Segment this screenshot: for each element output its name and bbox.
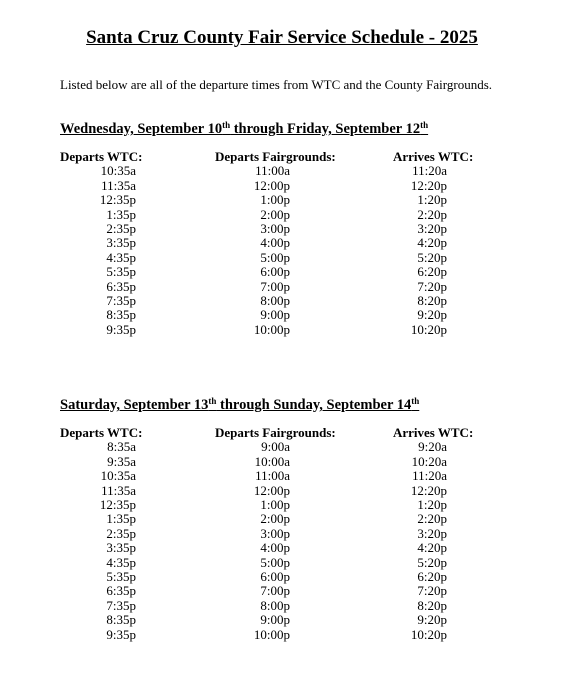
time-cell: 7:20p [417,583,447,599]
column-departs-fairgrounds [215,426,345,642]
time-cell: 6:20p [417,264,447,280]
time-cell: 9:20p [417,307,447,323]
time-cell: 7:35p [106,293,136,309]
time-cell: 9:00p [260,307,290,323]
time-cell: 9:35p [106,626,136,642]
time-cell: 6:35p [106,278,136,294]
time-cell: 8:35p [106,612,136,628]
heading-part1: Wednesday, September 10 [60,121,223,137]
time-cell: 1:20p [417,192,447,208]
heading-sup2: th [420,120,429,130]
time-cell: 12:35p [99,497,136,513]
section-heading [60,396,419,414]
column-header-departs-wtc: Departs WTC: [60,149,143,164]
time-cell: 10:20p [410,626,447,642]
time-cell: 12:00p [253,177,290,193]
time-cell: 11:20a [412,163,447,179]
time-cell: 9:20a [418,439,447,455]
time-cell: 6:00p [260,264,290,280]
time-cell: 4:35p [106,249,136,265]
time-cell: 11:20a [412,468,447,484]
time-cell: 5:35p [106,569,136,585]
page-title: Santa Cruz County Fair Service Schedule - 2025 [86,27,478,48]
time-cell: 3:35p [106,235,136,251]
time-cell: 2:35p [106,221,136,237]
time-cell: 6:35p [106,583,136,599]
time-cell: 7:00p [260,583,290,599]
time-cell: 4:20p [417,540,447,556]
column-header-arrives-wtc: Arrives WTC: [393,149,474,164]
time-cell: 10:00a [254,453,290,469]
column-departs-fairgrounds [215,150,345,337]
time-cell: 3:20p [417,525,447,541]
time-cell: 2:20p [417,511,447,527]
time-cell: 4:00p [260,235,290,251]
time-cell: 3:00p [260,525,290,541]
column-header-departs-wtc: Departs WTC: [60,425,143,440]
time-cell: 4:00p [260,540,290,556]
heading-part1: Saturday, September 13 [60,397,209,413]
time-cell: 9:00a [261,439,290,455]
time-cell: 6:20p [417,569,447,585]
time-cell: 7:35p [106,597,136,613]
time-cell: 9:35p [106,321,136,337]
time-cell: 9:20p [417,612,447,628]
time-cell: 1:35p [106,511,136,527]
time-cell: 8:20p [417,597,447,613]
time-cell: 1:00p [260,497,290,513]
time-cell: 8:00p [260,597,290,613]
time-cell: 10:20p [410,321,447,337]
heading-part2: through Friday, September 12 [230,121,421,137]
time-cell: 7:20p [417,278,447,294]
column-header-departs-fairgrounds: Departs Fairgrounds: [215,149,336,164]
heading-sup1: th [222,120,231,130]
section-heading [60,120,428,138]
time-cell: 10:20a [411,453,447,469]
time-cell: 11:00a [255,468,290,484]
time-cell: 1:35p [106,206,136,222]
time-cell: 9:35a [107,453,136,469]
time-cell: 8:35p [106,307,136,323]
time-cell: 11:35a [101,482,136,498]
column-arrives-wtc [393,150,483,337]
time-cell: 2:00p [260,511,290,527]
intro-text: Listed below are all of the departure times from WTC and the County Fairgrounds. [60,77,493,92]
time-cell: 2:20p [417,206,447,222]
time-cell: 5:00p [260,249,290,265]
time-cell: 5:20p [417,554,447,570]
time-cell: 3:00p [260,221,290,237]
time-cell: 9:00p [260,612,290,628]
time-cell: 4:20p [417,235,447,251]
time-cell: 7:00p [260,278,290,294]
time-cell: 2:35p [106,525,136,541]
heading-sup2: th [411,396,420,406]
time-cell: 2:00p [260,206,290,222]
time-cell: 11:00a [255,163,290,179]
column-arrives-wtc [393,426,483,642]
time-cell: 10:00p [253,626,290,642]
time-cell: 3:35p [106,540,136,556]
time-cell: 4:35p [106,554,136,570]
time-cell: 10:35a [100,163,136,179]
time-cell: 8:00p [260,293,290,309]
time-cell: 1:20p [417,497,447,513]
time-cell: 11:35a [101,177,136,193]
column-header-departs-fairgrounds: Departs Fairgrounds: [215,425,336,440]
time-cell: 5:20p [417,249,447,265]
time-cell: 6:00p [260,569,290,585]
time-cell: 12:20p [410,177,447,193]
column-departs-wtc [60,149,143,337]
time-cell: 12:00p [253,482,290,498]
time-cell: 10:00p [253,321,290,337]
time-cell: 10:35a [100,468,136,484]
time-cell: 1:00p [260,192,290,208]
time-cell: 12:35p [99,192,136,208]
time-cell: 12:20p [410,482,447,498]
time-cell: 8:20p [417,293,447,309]
column-departs-wtc [60,425,143,642]
time-cell: 3:20p [417,221,447,237]
heading-part2: through Sunday, September 14 [216,397,412,413]
column-header-arrives-wtc: Arrives WTC: [393,425,474,440]
time-cell: 5:35p [106,264,136,280]
time-cell: 5:00p [260,554,290,570]
heading-sup1: th [208,396,217,406]
time-cell: 8:35a [107,439,136,455]
